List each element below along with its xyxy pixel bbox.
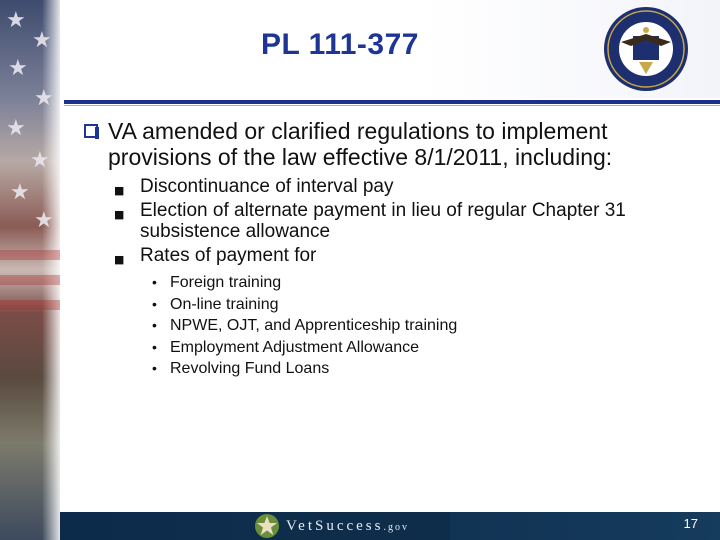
flag-stripe	[0, 300, 60, 310]
star-icon: ★	[6, 116, 26, 141]
page-title: PL 111-377	[261, 28, 419, 61]
payment-item	[84, 272, 704, 294]
main-bullet-text: VA amended or clarified regulations to implement provisions of the law effective 8/1/2011, including:	[108, 118, 613, 170]
dot-bullet-icon: •	[152, 317, 157, 333]
square-bullet-icon: ■	[114, 208, 125, 221]
star-icon: ★	[30, 148, 50, 173]
footer-brand-main: VetSuccess	[286, 518, 384, 534]
flag-stripe	[0, 275, 60, 285]
title-rule	[64, 100, 720, 104]
page-number: 17	[683, 516, 698, 531]
square-bullet-icon: ■	[114, 253, 125, 266]
dot-bullet-icon: •	[152, 338, 157, 355]
star-icon: ★	[34, 208, 54, 233]
slide-body	[84, 118, 704, 380]
payment-item-text: Revolving Fund Loans	[170, 360, 330, 377]
star-icon: ★	[8, 56, 28, 81]
footer-brand	[286, 518, 409, 535]
payment-item-text: Foreign training	[170, 274, 282, 291]
sub-bullet	[84, 176, 704, 197]
sub-bullet-text: Election of alternate payment in lieu of regular Chapter 31 subsistence allowance	[140, 200, 626, 242]
payment-item-text: NPWE, OJT, and Apprenticeship training	[170, 317, 458, 334]
side-decoration	[0, 0, 60, 540]
main-bullet	[84, 118, 704, 170]
va-seal-icon	[603, 6, 689, 92]
payment-item	[84, 294, 704, 316]
sub-bullet-text: Rates of payment for	[140, 245, 317, 266]
dot-bullet-icon: •	[152, 360, 157, 376]
title-rule-thin	[64, 105, 720, 106]
dot-bullet-icon: •	[152, 295, 157, 312]
payment-item	[84, 337, 704, 359]
flag-stripe	[0, 250, 60, 260]
payment-item	[84, 358, 704, 380]
payment-item-text: Employment Adjustment Allowance	[170, 338, 420, 356]
star-icon: ★	[6, 8, 26, 33]
payment-item-text: On-line training	[170, 295, 279, 313]
star-icon: ★	[32, 28, 52, 53]
star-icon: ★	[10, 180, 30, 205]
star-emblem-icon	[254, 513, 280, 539]
square-bullet-icon: ■	[114, 184, 125, 197]
star-icon: ★	[34, 86, 54, 111]
sub-bullet	[84, 245, 704, 266]
payment-item	[84, 315, 704, 337]
sub-bullet-text: Discontinuance of interval pay	[140, 176, 394, 197]
sub-bullet	[84, 200, 704, 242]
checkbox-bullet-icon	[84, 124, 98, 138]
dot-bullet-icon: •	[152, 274, 157, 290]
footer-brand-suffix: .gov	[383, 522, 409, 533]
